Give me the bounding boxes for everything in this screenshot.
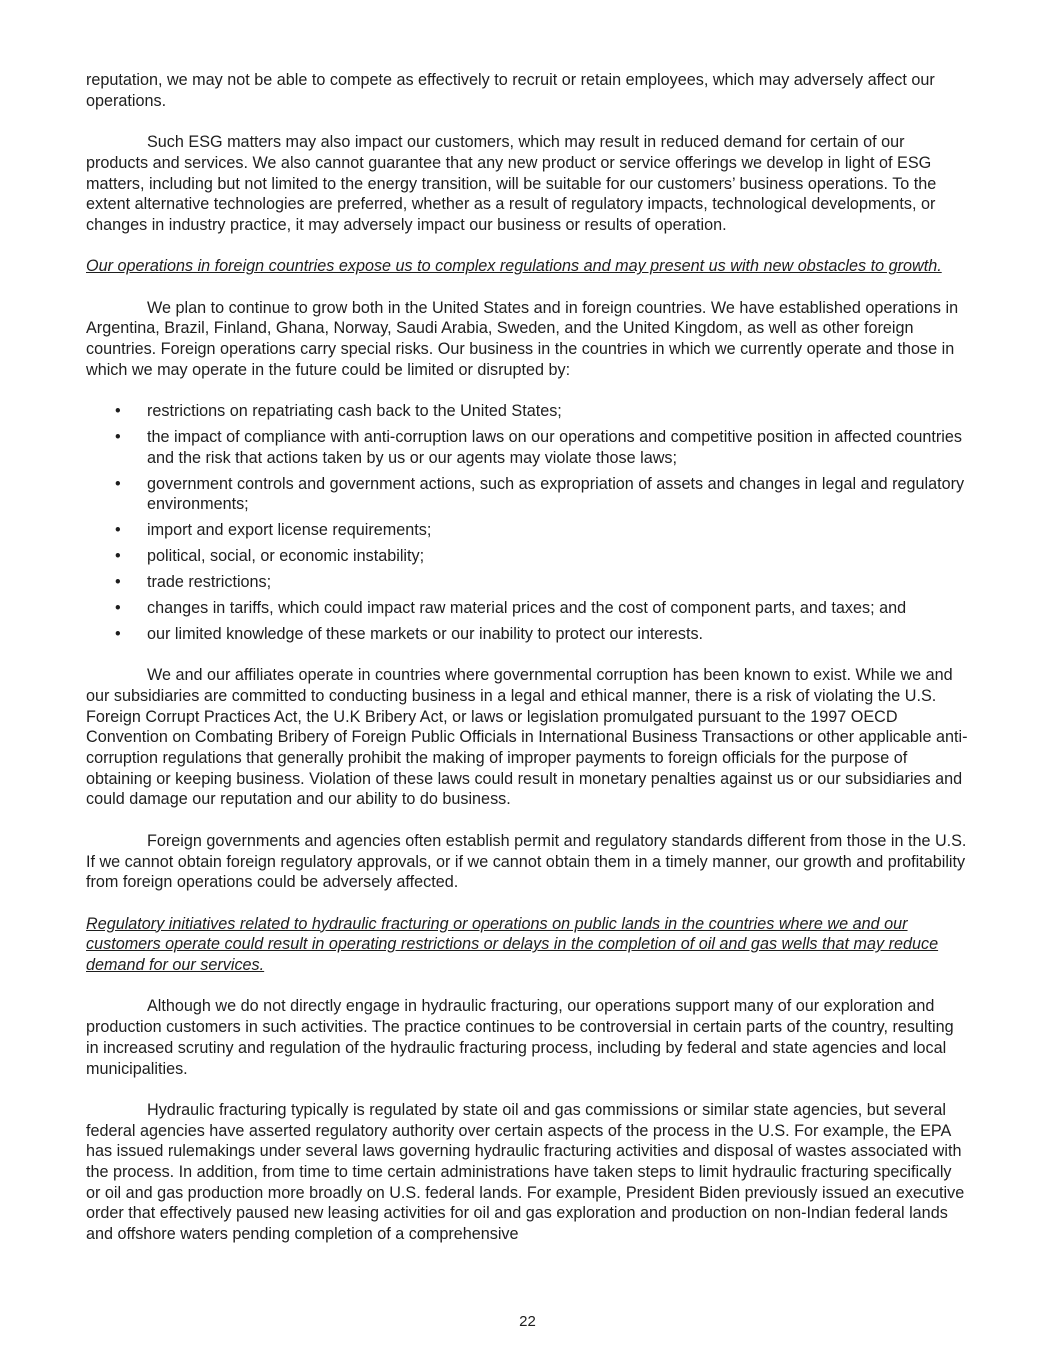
bullet-icon: • bbox=[115, 521, 121, 540]
bullet-icon: • bbox=[115, 402, 121, 421]
risk-bullet-list bbox=[86, 401, 970, 644]
list-item-text: political, social, or economic instability; bbox=[147, 547, 425, 566]
paragraph-fracturing-support: Although we do not directly engage in hydraulic fracturing, our operations support many of our exploration and production customers in such activities. The practice continues to be controversial in certain parts of the country, resulting in increased scrutiny and regulation of the hydraulic fracturing process, including by federal and state agencies and local municipalities. bbox=[86, 997, 954, 1078]
list-item-text: the impact of compliance with anti-corruption laws on our operations and competitive position in affected countries and the risk that actions taken by us or our agents may violate those laws; bbox=[147, 428, 962, 467]
paragraph-anti-corruption: We and our affiliates operate in countries where governmental corruption has been known to exist. While we and our subsidiaries are committed to conducting business in a legal and ethical manner, there is a risk of violating the U.S. Foreign Corrupt Practices Act, the U.K Bribery Act, or laws or legislation promulgated pursuant to the 1997 OECD Convention on Combating Bribery of Foreign Public Officials in International Business Transactions or other applicable anti-corruption regulations that generally prohibit the making of improper payments to foreign officials for the purpose of obtaining or keeping business. Violation of these laws could result in monetary penalties against us or our subsidiaries and could damage our reputation and our ability to do business. bbox=[86, 666, 968, 809]
list-item-text: trade restrictions; bbox=[147, 573, 272, 592]
bullet-icon: • bbox=[115, 573, 121, 592]
page-number: 22 bbox=[519, 1313, 536, 1330]
paragraph-foreign-intro: We plan to continue to grow both in the United States and in foreign countries. We have established operations in Argentina, Brazil, Finland, Ghana, Norway, Saudi Arabia, Sweden, and the United Kingdom, as well as other foreign countries. Foreign operations carry special risks. Our business in the countries in which we currently operate and those in which we may operate in the future could be limited or disrupted by: bbox=[86, 298, 959, 379]
list-item-text: our limited knowledge of these markets or our inability to protect our interests. bbox=[147, 624, 704, 643]
paragraph-continuation: reputation, we may not be able to compete as effectively to recruit or retain employees, which may adversely affect our operations. bbox=[86, 71, 935, 110]
list-item-text: import and export license requirements; bbox=[147, 521, 432, 540]
list-item-text: government controls and government actions, such as expropriation of assets and changes in legal and regulatory environments; bbox=[147, 474, 965, 514]
section-heading-foreign-operations: Our operations in foreign countries expose us to complex regulations and may present us with new obstacles to growth. bbox=[86, 257, 942, 276]
paragraph-foreign-permits: Foreign governments and agencies often establish permit and regulatory standards different from those in the U.S. If we cannot obtain foreign regulatory approvals, or if we cannot obtain them in a timely manner, our growth and profitability from foreign operations could be adversely affected. bbox=[86, 831, 967, 892]
list-item bbox=[86, 474, 970, 515]
bullet-icon: • bbox=[115, 598, 121, 617]
list-item bbox=[86, 598, 970, 619]
list-item bbox=[86, 546, 970, 567]
paragraph-fracturing-regulation: Hydraulic fracturing typically is regulated by state oil and gas commissions or similar state agencies, but several federal agencies have asserted regulatory authority over certain aspects of the process in the U.S. For example, the EPA has issued rulemakings under several laws governing hydraulic fracturing activities and disposal of wastes associated with the process. In addition, from time to time certain administrations have taken steps to limit hydraulic fracturing specifically or oil and gas production more broadly on U.S. federal lands. For example, President Biden previously issued an executive order that effectively paused new leasing activities for oil and gas exploration and production on non-Indian federal lands and offshore waters pending completion of a comprehensive bbox=[86, 1100, 965, 1244]
list-item bbox=[86, 572, 970, 593]
document-body bbox=[86, 70, 970, 1266]
paragraph-esg-customers: Such ESG matters may also impact our customers, which may result in reduced demand for certain of our products and services. We also cannot guarantee that any new product or service offerings we develop in light of ESG matters, including but not limited to the energy transition, will be suitable for our customers’ business operations. To the extent alternative technologies are preferred, whether as a result of regulatory impacts, technological developments, or changes in industry practice, it may adversely impact our business or results of operation. bbox=[86, 133, 937, 234]
list-item-text: restrictions on repatriating cash back to the United States; bbox=[147, 402, 562, 421]
section-heading-hydraulic-fracturing: Regulatory initiatives related to hydraulic fracturing or operations on public lands in the countries where we and our customers operate could result in operating restrictions or delays in the completion of oil and gas wells that may reduce demand for our services. bbox=[86, 914, 939, 975]
bullet-icon: • bbox=[115, 624, 121, 643]
bullet-icon: • bbox=[115, 428, 121, 447]
bullet-icon: • bbox=[115, 474, 121, 493]
list-item bbox=[86, 401, 970, 422]
bullet-icon: • bbox=[115, 547, 121, 566]
list-item bbox=[86, 520, 970, 541]
list-item-text: changes in tariffs, which could impact raw material prices and the cost of component parts, and taxes; and bbox=[147, 598, 907, 617]
list-item bbox=[86, 427, 970, 468]
list-item bbox=[86, 624, 970, 645]
